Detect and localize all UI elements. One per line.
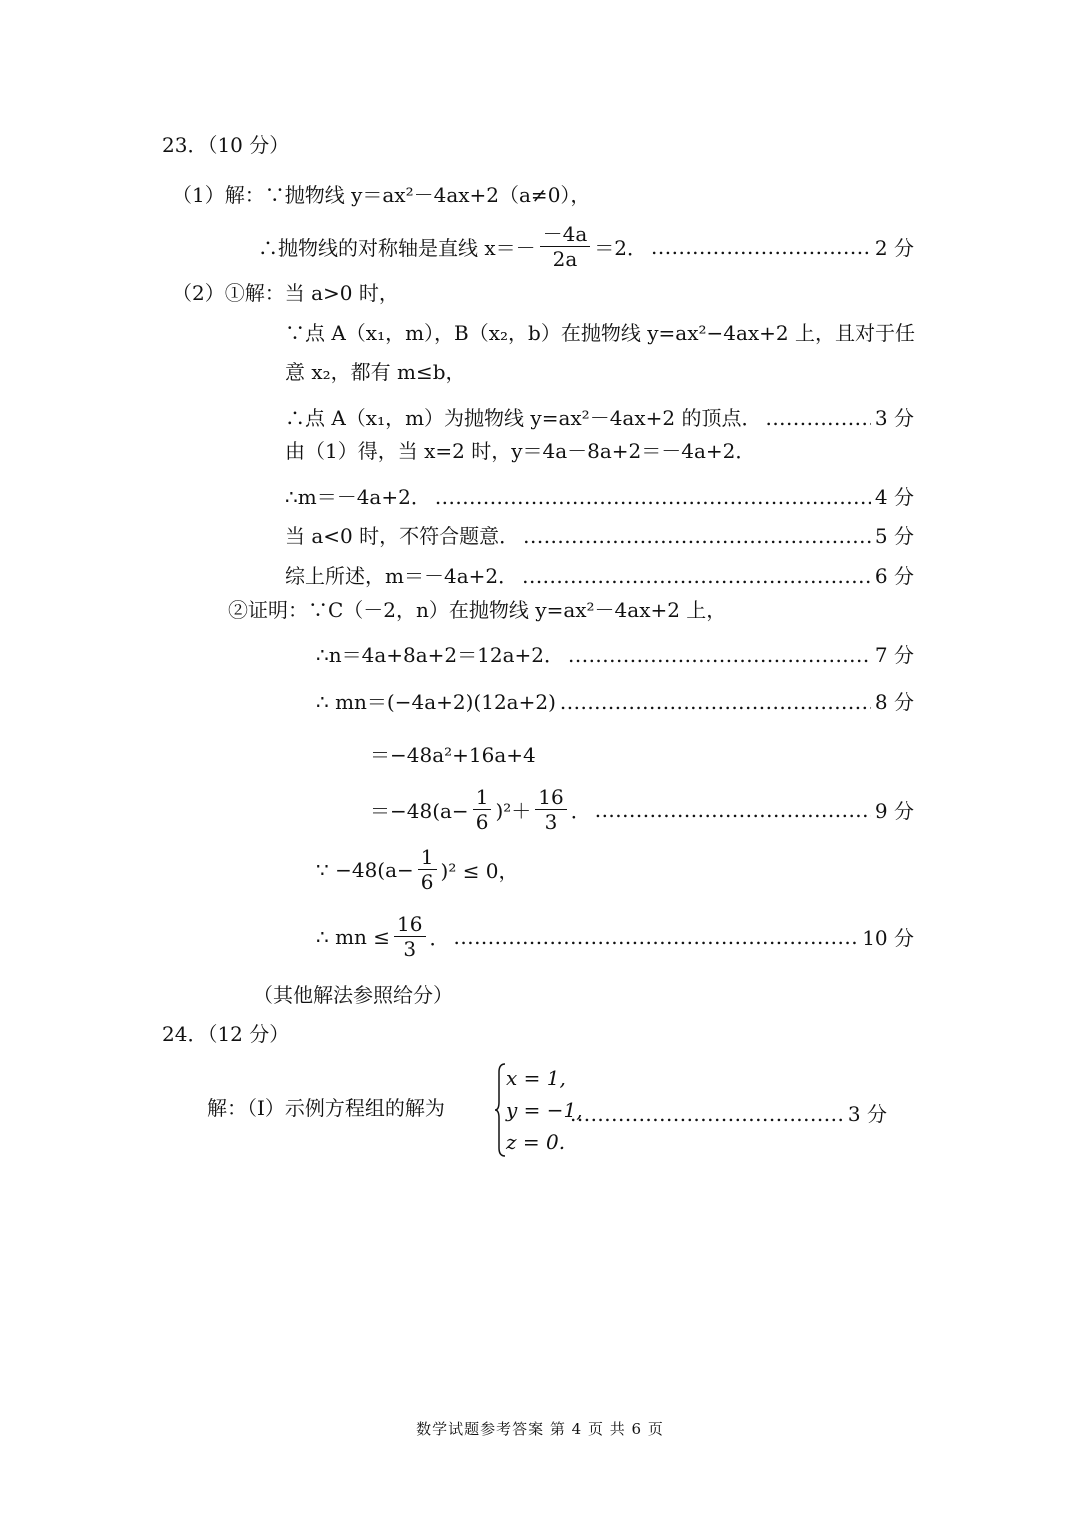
system-eq-z: z = 0.	[506, 1130, 566, 1154]
q23-other-methods-note: （其他解法参照给分）	[253, 983, 453, 1007]
leader-dots	[435, 485, 871, 509]
q23-part2-line7: 当 a<0 时，不符合题意． ..... 5 分	[285, 520, 914, 549]
leader-dots	[651, 235, 871, 259]
q23-part2-line3: 意 x₂，都有 m≤b，	[285, 360, 466, 384]
score-7: 7 分	[874, 643, 914, 667]
q23-part1-fraction: $\frac{-4a}{2a}$	[540, 222, 591, 271]
system-eq-y: y = −1,	[506, 1098, 583, 1122]
q24-equation-system	[494, 1062, 583, 1158]
page-footer: 数学试题参考答案 第 4 页 共 6 页	[416, 1420, 664, 1438]
score-5: 5 分	[874, 524, 914, 548]
score-2: 2 分	[874, 236, 914, 260]
q23-part1-line2: ∴抛物线的对称轴是直线 x＝－ $\frac{-4a}{2a}$ ＝2． ..... 2 分	[258, 222, 914, 271]
q23-part3-line5: ＝−48(a− $\frac{1}{6}$ )²＋ $\frac{16}{3}$ ． ..... 9 分	[370, 785, 914, 834]
score-3: 3 分	[874, 406, 914, 430]
score-9: 9 分	[874, 799, 914, 823]
q23-part3-line7: ∴ mn ≤ $\frac{16}{3}$ ． ..... 10 分	[316, 912, 914, 961]
score-6: 6 分	[874, 564, 914, 588]
q23-part1-line1: （1）解：∵抛物线 y＝ax²－4ax+2（a≠0），	[172, 183, 591, 207]
q23-part1-axis-text: ∴抛物线的对称轴是直线 x＝－	[258, 236, 536, 260]
q23-part3-line2: ∴n＝4a+8a+2＝12a+2． ..... 7 分	[316, 639, 914, 668]
q23-part2-line4: ∴点 A（x₁，m）为抛物线 y=ax²－4ax+2 的顶点． ..... 3 分	[285, 402, 914, 431]
q23-part2-line8: 综上所述，m＝－4a+2． ..... 6 分	[285, 560, 914, 589]
q23-header: 23．（10 分）	[162, 133, 290, 157]
leader-dots	[560, 690, 871, 714]
system-eq-x: x = 1,	[506, 1066, 566, 1090]
q23-part2-line2: ∵点 A（x₁，m），B（x₂，b）在抛物线 y=ax²−4ax+2 上，且对于任	[285, 321, 916, 345]
q24-score-line	[570, 1098, 887, 1127]
q23-part3-line6: ∵ −48(a− $\frac{1}{6}$ )² ≤ 0，	[316, 845, 519, 894]
q24-header: 24．（12 分）	[162, 1022, 290, 1046]
q23-part2-line5: 由（1）得，当 x=2 时，y＝4a－8a+2＝－4a+2．	[285, 439, 756, 463]
fraction-one-sixth: $\frac{1}{6}$	[473, 785, 492, 834]
q23-part2-line6: ∴m＝－4a+2． ..... 4 分	[285, 481, 914, 510]
leader-dots	[522, 564, 871, 588]
q23-part3-line3: ∴ mn＝(−4a+2)(12a+2) ..... 8 分	[316, 686, 914, 715]
score-4: 4 分	[874, 485, 914, 509]
leader-dots	[568, 643, 871, 667]
leader-dots	[595, 798, 871, 822]
fraction-one-sixth-2: $\frac{1}{6}$	[418, 845, 437, 894]
q23-part3-line1: ②证明：∵C（－2，n）在抛物线 y=ax²－4ax+2 上，	[228, 598, 727, 622]
leader-dots	[765, 406, 870, 430]
leader-dots	[454, 925, 859, 949]
q23-part3-line4: ＝−48a²+16a+4	[370, 743, 536, 767]
left-brace-icon	[494, 1062, 506, 1158]
q24-solution-label: 解：（Ⅰ）示例方程组的解为	[207, 1096, 445, 1120]
score-10: 10 分	[862, 926, 914, 950]
score-3-q24: 3 分	[847, 1102, 887, 1126]
leader-dots	[523, 524, 871, 548]
fraction-sixteen-thirds: $\frac{16}{3}$	[535, 785, 566, 834]
fraction-sixteen-thirds-2: $\frac{16}{3}$	[394, 912, 425, 961]
score-8: 8 分	[874, 690, 914, 714]
q23-part2-line1: （2）①解：当 a>0 时，	[172, 281, 399, 305]
leader-dots	[570, 1102, 844, 1126]
